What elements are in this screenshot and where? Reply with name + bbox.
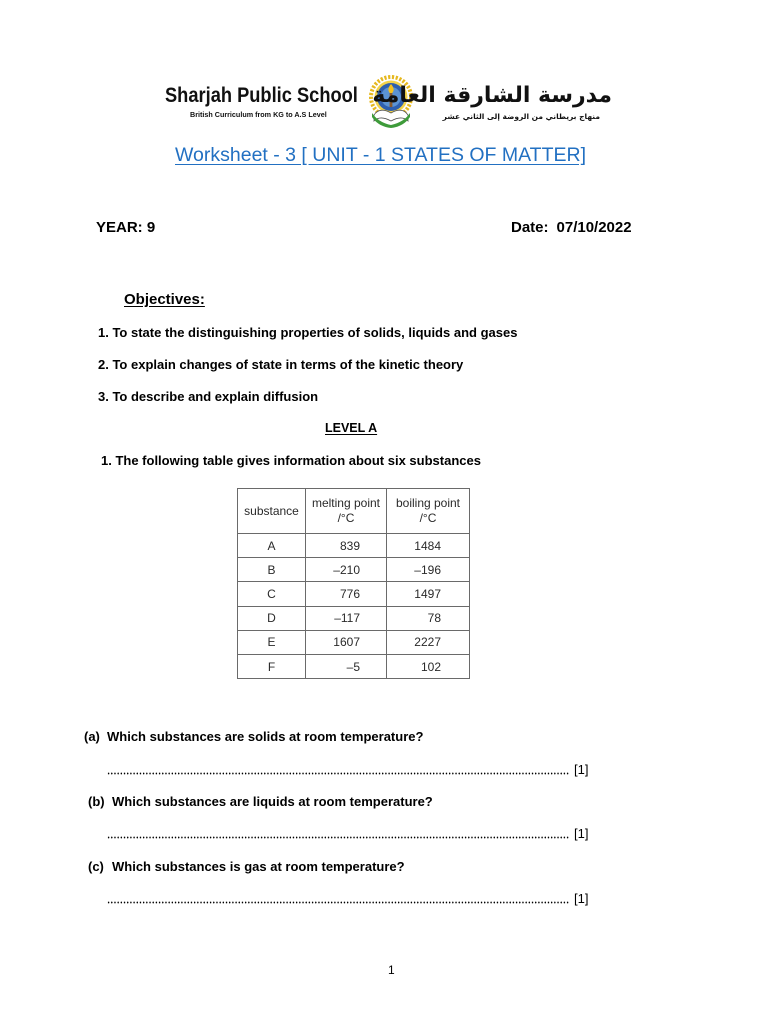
cell-substance: F (238, 654, 306, 678)
column-header-label: substance (244, 503, 299, 518)
column-header-substance (238, 489, 306, 534)
cell-substance: E (238, 630, 306, 654)
date-label: Date: (511, 219, 549, 236)
question-part-text: Which substances are liquids at room temperature? (112, 794, 433, 809)
level-heading: LEVEL A (325, 421, 378, 435)
cell-boiling-point: 1497 (387, 582, 470, 606)
objective-item: 2. To explain changes of state in terms of the kinetic theory (98, 357, 464, 372)
cell-substance: D (238, 606, 306, 630)
table-row (238, 558, 470, 582)
marks-label: [1] (574, 891, 589, 906)
cell-melting-point: –5 (306, 654, 387, 678)
cell-melting-point: 776 (306, 582, 387, 606)
cell-substance: A (238, 534, 306, 558)
table-row (238, 654, 470, 678)
school-tagline-arabic: منهاج بريطاني من الروضة إلى الثاني عشر (442, 112, 600, 121)
table-row (238, 582, 470, 606)
cell-boiling-point: 2227 (387, 630, 470, 654)
answer-line (107, 901, 570, 904)
objectives-heading: Objectives: (124, 291, 205, 308)
marks-label: [1] (574, 826, 589, 841)
column-header-unit: /°C (419, 511, 437, 525)
cell-melting-point: 1607 (306, 630, 387, 654)
marks-label: [1] (574, 762, 589, 777)
cell-boiling-point: 78 (387, 606, 470, 630)
question-part-label: (c) (88, 859, 104, 874)
page-number: 1 (388, 963, 395, 977)
answer-line (107, 772, 570, 775)
cell-melting-point: –117 (306, 606, 387, 630)
table-row (238, 630, 470, 654)
question-part-label: (b) (88, 794, 105, 809)
column-header-melting-point (306, 489, 387, 534)
cell-melting-point: 839 (306, 534, 387, 558)
column-header-boiling-point (387, 489, 470, 534)
school-name-arabic: مدرسة الشارقة العامة (372, 83, 612, 108)
column-header-unit: /°C (337, 511, 355, 525)
date-field (511, 219, 632, 237)
question-1-text: 1. The following table gives information about six substances (101, 453, 481, 468)
table-row (238, 534, 470, 558)
objective-item: 3. To describe and explain diffusion (98, 389, 319, 404)
cell-substance: C (238, 582, 306, 606)
objective-item: 1. To state the distinguishing properties of solids, liquids and gases (98, 325, 518, 340)
table-row (238, 606, 470, 630)
cell-melting-point: –210 (306, 558, 387, 582)
date-value: 07/10/2022 (556, 219, 632, 236)
table-header-row (238, 489, 470, 534)
cell-boiling-point: 102 (387, 654, 470, 678)
year-label: YEAR: 9 (96, 219, 156, 236)
cell-boiling-point: 1484 (387, 534, 470, 558)
cell-boiling-point: –196 (387, 558, 470, 582)
answer-line (107, 836, 570, 839)
question-part-label: (a) (84, 729, 100, 744)
column-header-label: melting point (311, 496, 381, 510)
substances-table (237, 488, 470, 679)
school-tagline: British Curriculum from KG to A.S Level (190, 110, 327, 119)
school-name: Sharjah Public School (165, 84, 358, 107)
column-header-label: boiling point (395, 496, 461, 510)
question-part-text: Which substances is gas at room temperature? (112, 859, 405, 874)
question-part-text: Which substances are solids at room temperature? (107, 729, 424, 744)
worksheet-title: Worksheet - 3 [ UNIT - 1 STATES OF MATTER] (175, 144, 587, 166)
cell-substance: B (238, 558, 306, 582)
